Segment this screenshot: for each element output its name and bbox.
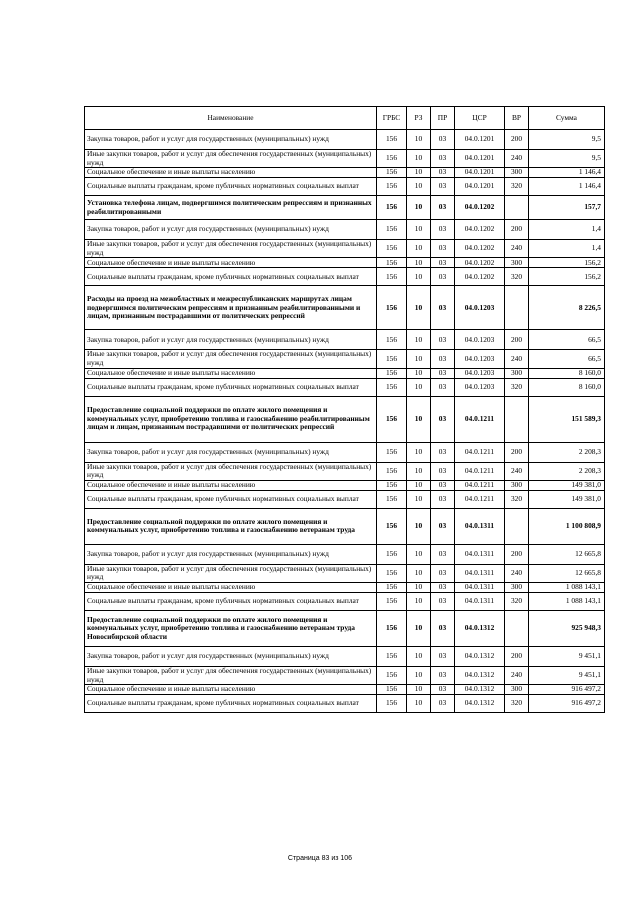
table-row bbox=[85, 442, 605, 462]
cell-grbs: 156 bbox=[377, 582, 407, 592]
cell-pr: 03 bbox=[431, 610, 455, 646]
cell-rz: 10 bbox=[407, 610, 431, 646]
cell-pr: 03 bbox=[431, 646, 455, 666]
cell-grbs: 156 bbox=[377, 564, 407, 582]
header-csr: ЦСР bbox=[455, 107, 505, 130]
cell-csr: 04.0.1211 bbox=[455, 462, 505, 480]
table-row bbox=[85, 685, 605, 695]
cell-vr: 320 bbox=[505, 268, 529, 286]
table-row bbox=[85, 462, 605, 480]
cell-vr bbox=[505, 610, 529, 646]
cell-name: Социальные выплаты гражданам, кроме публичных нормативных социальных выплат bbox=[85, 592, 377, 610]
cell-csr: 04.0.1201 bbox=[455, 130, 505, 150]
table-row bbox=[85, 196, 605, 220]
cell-rz: 10 bbox=[407, 490, 431, 508]
cell-rz: 10 bbox=[407, 685, 431, 695]
cell-rz: 10 bbox=[407, 508, 431, 544]
cell-grbs: 156 bbox=[377, 168, 407, 178]
cell-vr: 320 bbox=[505, 178, 529, 196]
table-body bbox=[85, 130, 605, 713]
cell-name: Социальные выплаты гражданам, кроме публичных нормативных социальных выплат bbox=[85, 178, 377, 196]
cell-pr: 03 bbox=[431, 592, 455, 610]
cell-pr: 03 bbox=[431, 462, 455, 480]
cell-vr: 300 bbox=[505, 258, 529, 268]
cell-pr: 03 bbox=[431, 178, 455, 196]
table-row bbox=[85, 378, 605, 396]
cell-csr: 04.0.1202 bbox=[455, 240, 505, 258]
cell-vr: 200 bbox=[505, 544, 529, 564]
cell-vr: 320 bbox=[505, 490, 529, 508]
table-row bbox=[85, 646, 605, 666]
cell-csr: 04.0.1311 bbox=[455, 582, 505, 592]
cell-name: Закупка товаров, работ и услуг для государственных (муниципальных) нужд bbox=[85, 220, 377, 240]
table-row bbox=[85, 592, 605, 610]
cell-vr: 200 bbox=[505, 442, 529, 462]
cell-name: Закупка товаров, работ и услуг для государственных (муниципальных) нужд bbox=[85, 130, 377, 150]
cell-grbs: 156 bbox=[377, 442, 407, 462]
cell-name: Социальное обеспечение и иные выплаты населению bbox=[85, 368, 377, 378]
cell-rz: 10 bbox=[407, 178, 431, 196]
cell-vr: 200 bbox=[505, 330, 529, 350]
cell-vr: 300 bbox=[505, 582, 529, 592]
cell-rz: 10 bbox=[407, 220, 431, 240]
cell-grbs: 156 bbox=[377, 666, 407, 684]
table-row bbox=[85, 150, 605, 168]
cell-pr: 03 bbox=[431, 196, 455, 220]
cell-pr: 03 bbox=[431, 685, 455, 695]
cell-name: Расходы на проезд на межобластных и межреспубликанских маршрутах лицам подвергшимся политическим репрессиям и признанным реабилитированными и лицам, признанным пострадавшими от политических репрессий bbox=[85, 286, 377, 330]
cell-grbs: 156 bbox=[377, 220, 407, 240]
cell-name: Социальное обеспечение и иные выплаты населению bbox=[85, 168, 377, 178]
cell-grbs: 156 bbox=[377, 490, 407, 508]
cell-sum: 149 381,0 bbox=[529, 480, 605, 490]
cell-name: Социальное обеспечение и иные выплаты населению bbox=[85, 258, 377, 268]
cell-vr: 300 bbox=[505, 480, 529, 490]
cell-sum: 156,2 bbox=[529, 268, 605, 286]
header-vr: ВР bbox=[505, 107, 529, 130]
page-footer: Страница 83 из 106 bbox=[287, 855, 353, 862]
cell-rz: 10 bbox=[407, 150, 431, 168]
cell-sum: 1 146,4 bbox=[529, 178, 605, 196]
cell-pr: 03 bbox=[431, 258, 455, 268]
cell-pr: 03 bbox=[431, 240, 455, 258]
cell-grbs: 156 bbox=[377, 268, 407, 286]
cell-vr: 320 bbox=[505, 592, 529, 610]
cell-sum: 1 088 143,1 bbox=[529, 582, 605, 592]
cell-grbs: 156 bbox=[377, 130, 407, 150]
table-row bbox=[85, 396, 605, 442]
cell-grbs: 156 bbox=[377, 646, 407, 666]
budget-table bbox=[84, 106, 605, 713]
cell-pr: 03 bbox=[431, 396, 455, 442]
cell-name: Социальные выплаты гражданам, кроме публичных нормативных социальных выплат bbox=[85, 268, 377, 286]
cell-csr: 04.0.1311 bbox=[455, 592, 505, 610]
cell-vr bbox=[505, 508, 529, 544]
cell-vr bbox=[505, 286, 529, 330]
cell-name: Установка телефона лицам, подвергшимся политическим репрессиям и признанных реабилитированными bbox=[85, 196, 377, 220]
cell-sum: 2 208,3 bbox=[529, 462, 605, 480]
cell-name: Иные закупки товаров, работ и услуг для обеспечения государственных (муниципальных) нужд bbox=[85, 564, 377, 582]
cell-grbs: 156 bbox=[377, 258, 407, 268]
cell-csr: 04.0.1201 bbox=[455, 150, 505, 168]
cell-sum: 1 100 808,9 bbox=[529, 508, 605, 544]
table-row bbox=[85, 490, 605, 508]
cell-grbs: 156 bbox=[377, 544, 407, 564]
cell-name: Предоставление социальной поддержки по оплате жилого помещения и коммунальных услуг, приобретению топлива и газоснабжению ветеранам труда bbox=[85, 508, 377, 544]
cell-sum: 12 665,8 bbox=[529, 544, 605, 564]
header-sum: Сумма bbox=[529, 107, 605, 130]
cell-name: Социальные выплаты гражданам, кроме публичных нормативных социальных выплат bbox=[85, 378, 377, 396]
table-row bbox=[85, 564, 605, 582]
cell-csr: 04.0.1203 bbox=[455, 330, 505, 350]
cell-csr: 04.0.1311 bbox=[455, 564, 505, 582]
cell-sum: 925 948,3 bbox=[529, 610, 605, 646]
cell-rz: 10 bbox=[407, 240, 431, 258]
cell-pr: 03 bbox=[431, 150, 455, 168]
cell-csr: 04.0.1312 bbox=[455, 695, 505, 713]
budget-table-sheet bbox=[84, 106, 604, 713]
cell-pr: 03 bbox=[431, 490, 455, 508]
cell-rz: 10 bbox=[407, 258, 431, 268]
cell-rz: 10 bbox=[407, 168, 431, 178]
cell-pr: 03 bbox=[431, 544, 455, 564]
cell-csr: 04.0.1312 bbox=[455, 685, 505, 695]
table-row bbox=[85, 368, 605, 378]
table-row bbox=[85, 480, 605, 490]
cell-pr: 03 bbox=[431, 442, 455, 462]
cell-name: Закупка товаров, работ и услуг для государственных (муниципальных) нужд bbox=[85, 330, 377, 350]
cell-vr: 240 bbox=[505, 350, 529, 368]
cell-vr: 320 bbox=[505, 695, 529, 713]
cell-name: Социальное обеспечение и иные выплаты населению bbox=[85, 582, 377, 592]
cell-vr: 240 bbox=[505, 240, 529, 258]
cell-rz: 10 bbox=[407, 442, 431, 462]
cell-sum: 9,5 bbox=[529, 150, 605, 168]
cell-sum: 8 226,5 bbox=[529, 286, 605, 330]
header-rz: РЗ bbox=[407, 107, 431, 130]
table-row bbox=[85, 695, 605, 713]
cell-name: Иные закупки товаров, работ и услуг для обеспечения государственных (муниципальных) нужд bbox=[85, 240, 377, 258]
table-row bbox=[85, 350, 605, 368]
cell-name: Иные закупки товаров, работ и услуг для обеспечения государственных (муниципальных) нужд bbox=[85, 150, 377, 168]
cell-rz: 10 bbox=[407, 582, 431, 592]
cell-rz: 10 bbox=[407, 196, 431, 220]
table-row bbox=[85, 508, 605, 544]
cell-grbs: 156 bbox=[377, 685, 407, 695]
cell-name: Закупка товаров, работ и услуг для государственных (муниципальных) нужд bbox=[85, 544, 377, 564]
cell-name: Социальные выплаты гражданам, кроме публичных нормативных социальных выплат bbox=[85, 695, 377, 713]
cell-sum: 1 146,4 bbox=[529, 168, 605, 178]
cell-pr: 03 bbox=[431, 564, 455, 582]
table-row bbox=[85, 610, 605, 646]
cell-rz: 10 bbox=[407, 666, 431, 684]
cell-rz: 10 bbox=[407, 130, 431, 150]
cell-rz: 10 bbox=[407, 268, 431, 286]
cell-name: Иные закупки товаров, работ и услуг для обеспечения государственных (муниципальных) нужд bbox=[85, 666, 377, 684]
cell-vr: 240 bbox=[505, 462, 529, 480]
cell-csr: 04.0.1201 bbox=[455, 168, 505, 178]
cell-csr: 04.0.1211 bbox=[455, 442, 505, 462]
cell-sum: 8 160,0 bbox=[529, 368, 605, 378]
header-name: Наименование bbox=[85, 107, 377, 130]
table-row bbox=[85, 544, 605, 564]
cell-grbs: 156 bbox=[377, 508, 407, 544]
cell-sum: 1 088 143,1 bbox=[529, 592, 605, 610]
cell-pr: 03 bbox=[431, 480, 455, 490]
table-row bbox=[85, 178, 605, 196]
cell-pr: 03 bbox=[431, 168, 455, 178]
cell-sum: 2 208,3 bbox=[529, 442, 605, 462]
cell-rz: 10 bbox=[407, 544, 431, 564]
cell-sum: 156,2 bbox=[529, 258, 605, 268]
cell-vr: 200 bbox=[505, 646, 529, 666]
cell-vr: 300 bbox=[505, 168, 529, 178]
cell-vr: 240 bbox=[505, 564, 529, 582]
cell-pr: 03 bbox=[431, 268, 455, 286]
cell-csr: 04.0.1203 bbox=[455, 286, 505, 330]
cell-rz: 10 bbox=[407, 378, 431, 396]
cell-vr: 200 bbox=[505, 130, 529, 150]
table-row bbox=[85, 666, 605, 684]
cell-csr: 04.0.1211 bbox=[455, 396, 505, 442]
cell-csr: 04.0.1211 bbox=[455, 480, 505, 490]
table-row bbox=[85, 220, 605, 240]
cell-csr: 04.0.1312 bbox=[455, 610, 505, 646]
cell-csr: 04.0.1312 bbox=[455, 666, 505, 684]
cell-sum: 151 589,3 bbox=[529, 396, 605, 442]
cell-pr: 03 bbox=[431, 508, 455, 544]
cell-csr: 04.0.1203 bbox=[455, 350, 505, 368]
cell-sum: 1,4 bbox=[529, 220, 605, 240]
cell-grbs: 156 bbox=[377, 396, 407, 442]
cell-rz: 10 bbox=[407, 695, 431, 713]
cell-vr: 300 bbox=[505, 368, 529, 378]
cell-csr: 04.0.1312 bbox=[455, 646, 505, 666]
table-row bbox=[85, 268, 605, 286]
cell-pr: 03 bbox=[431, 286, 455, 330]
cell-grbs: 156 bbox=[377, 592, 407, 610]
cell-vr bbox=[505, 396, 529, 442]
cell-grbs: 156 bbox=[377, 610, 407, 646]
cell-csr: 04.0.1202 bbox=[455, 196, 505, 220]
table-row bbox=[85, 130, 605, 150]
cell-pr: 03 bbox=[431, 130, 455, 150]
cell-name: Предоставление социальной поддержки по оплате жилого помещения и коммунальных услуг, приобретению топлива и газоснабжению реабилитированным лицам и лицам, признанным пострадавшими от политических репрессий bbox=[85, 396, 377, 442]
cell-rz: 10 bbox=[407, 646, 431, 666]
cell-csr: 04.0.1202 bbox=[455, 258, 505, 268]
cell-name: Закупка товаров, работ и услуг для государственных (муниципальных) нужд bbox=[85, 646, 377, 666]
cell-sum: 8 160,0 bbox=[529, 378, 605, 396]
cell-grbs: 156 bbox=[377, 330, 407, 350]
cell-pr: 03 bbox=[431, 695, 455, 713]
cell-pr: 03 bbox=[431, 378, 455, 396]
cell-grbs: 156 bbox=[377, 480, 407, 490]
cell-grbs: 156 bbox=[377, 695, 407, 713]
cell-name: Социальные выплаты гражданам, кроме публичных нормативных социальных выплат bbox=[85, 490, 377, 508]
header-grbs: ГРБС bbox=[377, 107, 407, 130]
cell-rz: 10 bbox=[407, 286, 431, 330]
cell-pr: 03 bbox=[431, 350, 455, 368]
cell-rz: 10 bbox=[407, 396, 431, 442]
cell-grbs: 156 bbox=[377, 286, 407, 330]
cell-vr: 320 bbox=[505, 378, 529, 396]
cell-vr: 240 bbox=[505, 150, 529, 168]
table-row bbox=[85, 240, 605, 258]
header-pr: ПР bbox=[431, 107, 455, 130]
cell-sum: 149 381,0 bbox=[529, 490, 605, 508]
table-row bbox=[85, 582, 605, 592]
cell-name: Иные закупки товаров, работ и услуг для обеспечения государственных (муниципальных) нужд bbox=[85, 350, 377, 368]
cell-grbs: 156 bbox=[377, 196, 407, 220]
cell-sum: 916 497,2 bbox=[529, 695, 605, 713]
cell-csr: 04.0.1201 bbox=[455, 178, 505, 196]
cell-sum: 66,5 bbox=[529, 330, 605, 350]
cell-csr: 04.0.1202 bbox=[455, 220, 505, 240]
cell-csr: 04.0.1211 bbox=[455, 490, 505, 508]
cell-grbs: 156 bbox=[377, 240, 407, 258]
cell-rz: 10 bbox=[407, 462, 431, 480]
cell-rz: 10 bbox=[407, 564, 431, 582]
cell-rz: 10 bbox=[407, 592, 431, 610]
cell-name: Предоставление социальной поддержки по оплате жилого помещения и коммунальных услуг, приобретению топлива и газоснабжению ветеранам труда Новосибирской области bbox=[85, 610, 377, 646]
cell-grbs: 156 bbox=[377, 462, 407, 480]
cell-grbs: 156 bbox=[377, 368, 407, 378]
cell-pr: 03 bbox=[431, 582, 455, 592]
cell-sum: 66,5 bbox=[529, 350, 605, 368]
table-header-row bbox=[85, 107, 605, 130]
cell-sum: 916 497,2 bbox=[529, 685, 605, 695]
cell-name: Иные закупки товаров, работ и услуг для обеспечения государственных (муниципальных) нужд bbox=[85, 462, 377, 480]
cell-rz: 10 bbox=[407, 350, 431, 368]
cell-name: Социальное обеспечение и иные выплаты населению bbox=[85, 685, 377, 695]
table-row bbox=[85, 168, 605, 178]
cell-csr: 04.0.1203 bbox=[455, 368, 505, 378]
cell-sum: 157,7 bbox=[529, 196, 605, 220]
table-row bbox=[85, 258, 605, 268]
cell-sum: 12 665,8 bbox=[529, 564, 605, 582]
cell-vr bbox=[505, 196, 529, 220]
cell-rz: 10 bbox=[407, 330, 431, 350]
cell-csr: 04.0.1202 bbox=[455, 268, 505, 286]
cell-vr: 300 bbox=[505, 685, 529, 695]
cell-rz: 10 bbox=[407, 368, 431, 378]
cell-pr: 03 bbox=[431, 330, 455, 350]
cell-grbs: 156 bbox=[377, 178, 407, 196]
cell-rz: 10 bbox=[407, 480, 431, 490]
cell-vr: 200 bbox=[505, 220, 529, 240]
table-row bbox=[85, 286, 605, 330]
cell-pr: 03 bbox=[431, 666, 455, 684]
cell-pr: 03 bbox=[431, 220, 455, 240]
cell-sum: 9 451,1 bbox=[529, 646, 605, 666]
cell-pr: 03 bbox=[431, 368, 455, 378]
cell-sum: 9,5 bbox=[529, 130, 605, 150]
cell-vr: 240 bbox=[505, 666, 529, 684]
cell-sum: 1,4 bbox=[529, 240, 605, 258]
cell-csr: 04.0.1311 bbox=[455, 544, 505, 564]
cell-csr: 04.0.1311 bbox=[455, 508, 505, 544]
cell-grbs: 156 bbox=[377, 350, 407, 368]
cell-csr: 04.0.1203 bbox=[455, 378, 505, 396]
cell-name: Закупка товаров, работ и услуг для государственных (муниципальных) нужд bbox=[85, 442, 377, 462]
cell-name: Социальное обеспечение и иные выплаты населению bbox=[85, 480, 377, 490]
cell-sum: 9 451,1 bbox=[529, 666, 605, 684]
cell-grbs: 156 bbox=[377, 378, 407, 396]
cell-grbs: 156 bbox=[377, 150, 407, 168]
table-row bbox=[85, 330, 605, 350]
